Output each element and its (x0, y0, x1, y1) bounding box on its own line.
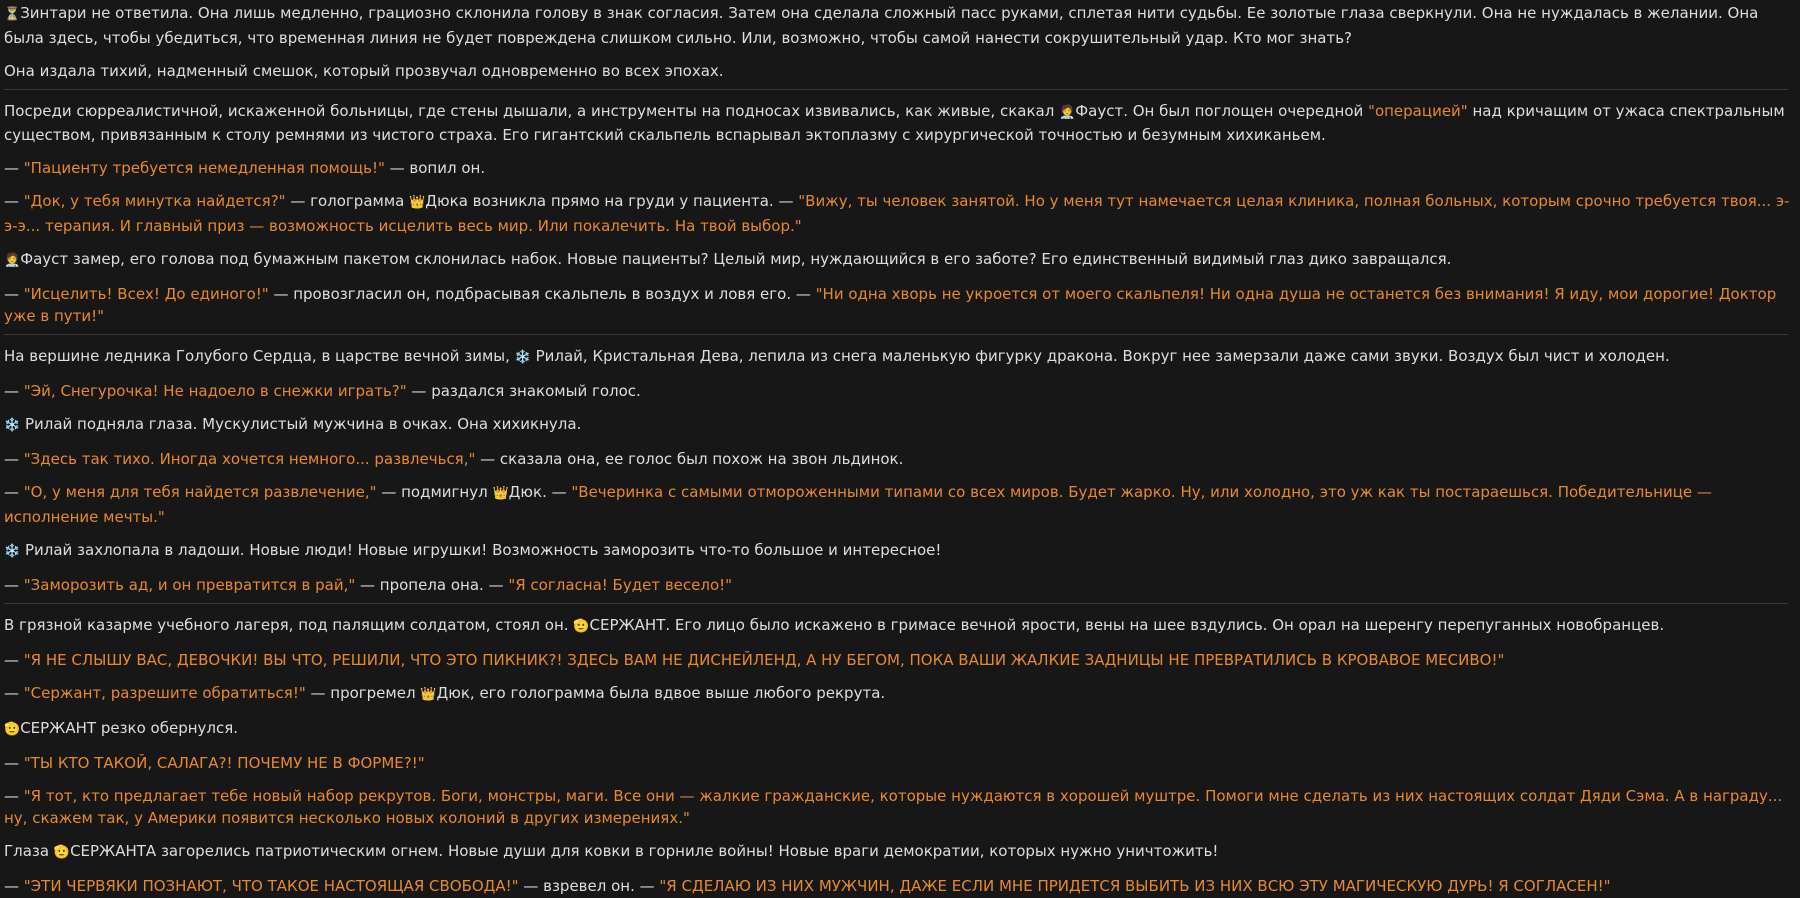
narration-text: Зинтари не ответила. Она лишь медленно, грациозно склонила голову в знак согласия. Затем она сделала сложный пасс руками, сплетая нити судьбы. Ее золотые глаза сверкнули. Она не нуждалась в желании. Она была здесь, чтобы убедиться, что временная линия не будет повреждена слишком сильно. Или, возможно, чтобы самой нанести сокрушительный удар. Кто мог знать? (4, 4, 1759, 47)
story-paragraph (4, 448, 1796, 471)
dialogue-quote: "ТЫ КТО ТАКОЙ, САЛАГА?! ПОЧЕМУ НЕ В ФОРМЕ?!" (23, 753, 425, 772)
character-emoji-icon: 🧑‍⚕️ (4, 252, 21, 268)
dialogue-quote: "Я СДЕЛАЮ ИЗ НИХ МУЖЧИН, ДАЖЕ ЕСЛИ МНЕ ПРИДЕТСЯ ВЫБИТЬ ИЗ НИХ ВСЮ ЭТУ МАГИЧЕСКУЮ ДУРЬ! Я СОГЛАСЕН!" (659, 877, 1611, 895)
narration-text: СЕРЖАНТ. Его лицо было искажено в гримасе вечной ярости, вены на шее вздулись. Он орал на шеренгу перепуганных новобранцев. (589, 615, 1665, 634)
character-emoji-icon: ⏳ (4, 7, 21, 22)
narration-text: — голограмма (285, 192, 410, 210)
story-paragraph (4, 248, 1796, 273)
narration-text: — (4, 650, 24, 669)
story-paragraph (4, 100, 1796, 147)
narration-text: — (4, 786, 24, 805)
dialogue-quote: "Я согласна! Будет весело!" (508, 575, 733, 594)
dialogue-quote: "Ни одна хворь не укроется от моего скальпеля! Ни одна душа не останется без внимания! Я иду, мои дорогие! Доктор уже в пути!" (4, 284, 1777, 325)
narration-text: На вершине ледника Голубого Сердца, в царстве вечной зимы, (4, 347, 515, 365)
narration-text: — (4, 284, 24, 303)
story-paragraph (4, 283, 1796, 328)
character-emoji-icon: 👑 (409, 195, 426, 210)
narration-text: — (4, 753, 24, 772)
dialogue-quote: "Сержант, разрешите обратиться!" (23, 683, 306, 702)
story-paragraph (4, 380, 1796, 403)
scene-divider (4, 89, 1788, 90)
character-emoji-icon: ❄️ (4, 543, 21, 559)
story-paragraph (4, 190, 1796, 237)
narration-text: Дюка возникла прямо на груди у пациента. — (425, 192, 799, 210)
dialogue-quote: "Я НЕ СЛЫШУ ВАС, ДЕВОЧКИ! ВЫ ЧТО, РЕШИЛИ, ЧТО ЭТО ПИКНИК?! ЗДЕСЬ ВАМ НЕ ДИСНЕЙЛЕНД, А НУ БЕГОМ, ПОКА ВАШИ ЖАЛКИЕ ЗАДНИЦЫ НЕ ПРЕВРАТИЛИСЬ В КРОВАВОЕ МЕСИВО!" (23, 650, 1505, 669)
character-emoji-icon: ❄️ (514, 350, 531, 365)
story-paragraph (4, 752, 1796, 775)
story-paragraph (4, 682, 1796, 707)
narration-text: — взревел он. — (518, 877, 660, 895)
narration-text: Дюк. — (508, 483, 572, 501)
character-emoji-icon: 🫡 (573, 618, 590, 634)
story-paragraph (4, 2, 1796, 49)
narration-text: СЕРЖАНТ резко обернулся. (20, 718, 239, 737)
story-paragraph (4, 157, 1796, 180)
narration-text: — (4, 877, 24, 895)
story-paragraph (4, 717, 1796, 742)
narration-text: Рилай, Кристальная Дева, лепила из снега маленькую фигурку дракона. Вокруг нее замерзали даже сами звуки. Воздух был чист и холоден. (530, 347, 1670, 365)
narration-text: Глаза (4, 842, 54, 860)
story-paragraph (4, 649, 1796, 672)
narration-text: — сказала она, ее голос был похож на звон льдинок. (475, 450, 904, 468)
story-paragraph (4, 345, 1796, 370)
narration-text: — провозгласил он, подбрасывая скальпель в воздух и ловя его. — (268, 284, 816, 303)
narration-text: Рилай захлопала в ладоши. Новые люди! Новые игрушки! Возможность заморозить что-то большое и интересное! (20, 540, 942, 559)
character-emoji-icon: 🧑‍⚕️ (1059, 104, 1076, 120)
narration-text: — (4, 382, 24, 400)
dialogue-quote: "Я тот, кто предлагает тебе новый набор рекрутов. Боги, монстры, маги. Все они — жалкие гражданские, которые нуждаются в хорошей муштре. Помоги мне сделать из них настоящих солдат Дяди Сэма. А в награду... ну, скажем так, у Америки появится несколько новых колоний в других измерениях." (4, 786, 1783, 827)
narration-text: над кричащим от ужаса спектральным существом, привязанным к столу ремнями из чистого страха. Его гигантский скальпель вспарывал эктоплазму с хирургической точностью и безумным хихиканьем. (4, 101, 1785, 144)
narration-text: В грязной казарме учебного лагеря, под палящим солдатом, стоял он. (4, 615, 574, 634)
dialogue-quote: "операцией" (1368, 101, 1468, 120)
character-emoji-icon: 👑 (420, 686, 437, 702)
dialogue-quote: "Заморозить ад, и он превратится в рай," (23, 575, 356, 594)
narration-text: — (4, 683, 24, 702)
character-emoji-icon: 👑 (492, 486, 509, 501)
dialogue-quote: "О, у меня для тебя найдется развлечение," (23, 483, 377, 501)
dialogue-quote: "Эй, Снегурочка! Не надоело в снежки играть?" (23, 382, 407, 400)
story-paragraph (4, 875, 1796, 898)
narration-text: Она издала тихий, надменный смешок, который прозвучал одновременно во всех эпохах. (4, 61, 724, 80)
narration-text: Дюк, его голограмма была вдвое выше любого рекрута. (436, 683, 886, 702)
dialogue-quote: "ЭТИ ЧЕРВЯКИ ПОЗНАЮТ, ЧТО ТАКОЕ НАСТОЯЩАЯ СВОБОДА!" (23, 877, 519, 895)
narration-text: Посреди сюрреалистичной, искаженной больницы, где стены дышали, а инструменты на подносах извивались, как живые, скакал (4, 101, 1060, 120)
story-paragraph (4, 481, 1796, 528)
narration-text: Рилай подняла глаза. Мускулистый мужчина в очках. Она хихикнула. (20, 415, 582, 433)
character-emoji-icon: 🫡 (53, 845, 71, 860)
narration-text: СЕРЖАНТА загорелись патриотическим огнем. Новые души для ковки в горниле войны! Новые враги демократии, которых нужно уничтожить! (70, 842, 1219, 860)
narration-text: — (4, 575, 24, 594)
story-paragraph (4, 614, 1796, 639)
narration-text: — (4, 483, 24, 501)
dialogue-quote: "Здесь так тихо. Иногда хочется немного... развлечься," (23, 450, 476, 468)
narration-text: Фауст. Он был поглощен очередной (1075, 101, 1369, 120)
narration-text: — вопил он. (384, 159, 486, 177)
dialogue-quote: "Исцелить! Всех! До единого!" (23, 284, 269, 303)
story-paragraph (4, 60, 1796, 83)
narration-text: — пропела она. — (355, 575, 509, 594)
narration-text: — (4, 159, 24, 177)
narration-text: — раздался знакомый голос. (406, 382, 641, 400)
scene-divider (4, 603, 1788, 604)
story-paragraph (4, 840, 1796, 865)
character-emoji-icon: ❄️ (4, 418, 21, 433)
dialogue-quote: "Пациенту требуется немедленная помощь!" (23, 159, 385, 177)
narration-text: Фауст замер, его голова под бумажным пакетом склонилась набок. Новые пациенты? Целый мир, нуждающийся в его заботе? Его единственный видимый глаз дико завращался. (20, 249, 1452, 268)
story-paragraph (4, 785, 1796, 830)
narration-text: — (4, 192, 24, 210)
story-paragraph (4, 539, 1796, 564)
narration-text: — прогремел (305, 683, 421, 702)
character-emoji-icon: 🫡 (4, 721, 21, 737)
dialogue-quote: "Док, у тебя минутка найдется?" (23, 192, 286, 210)
dialogue-quote: "Вечеринка с самыми отмороженными типами со всех миров. Будет жарко. Ну, или холодно, это уж как ты постараешься. Победительнице — исполнение мечты." (4, 483, 1712, 526)
narration-text: — подмигнул (376, 483, 493, 501)
scene-divider (4, 334, 1788, 335)
story-paragraph (4, 574, 1796, 597)
story-paragraph (4, 413, 1796, 438)
dialogue-quote: "Вижу, ты человек занятой. Но у меня тут намечается целая клиника, полная больных, которым срочно требуется твоя... э-э-э... терапия. И главный приз — возможность исцелить весь мир. Или покалечить. На твой выбор." (4, 192, 1790, 235)
narration-text: — (4, 450, 24, 468)
